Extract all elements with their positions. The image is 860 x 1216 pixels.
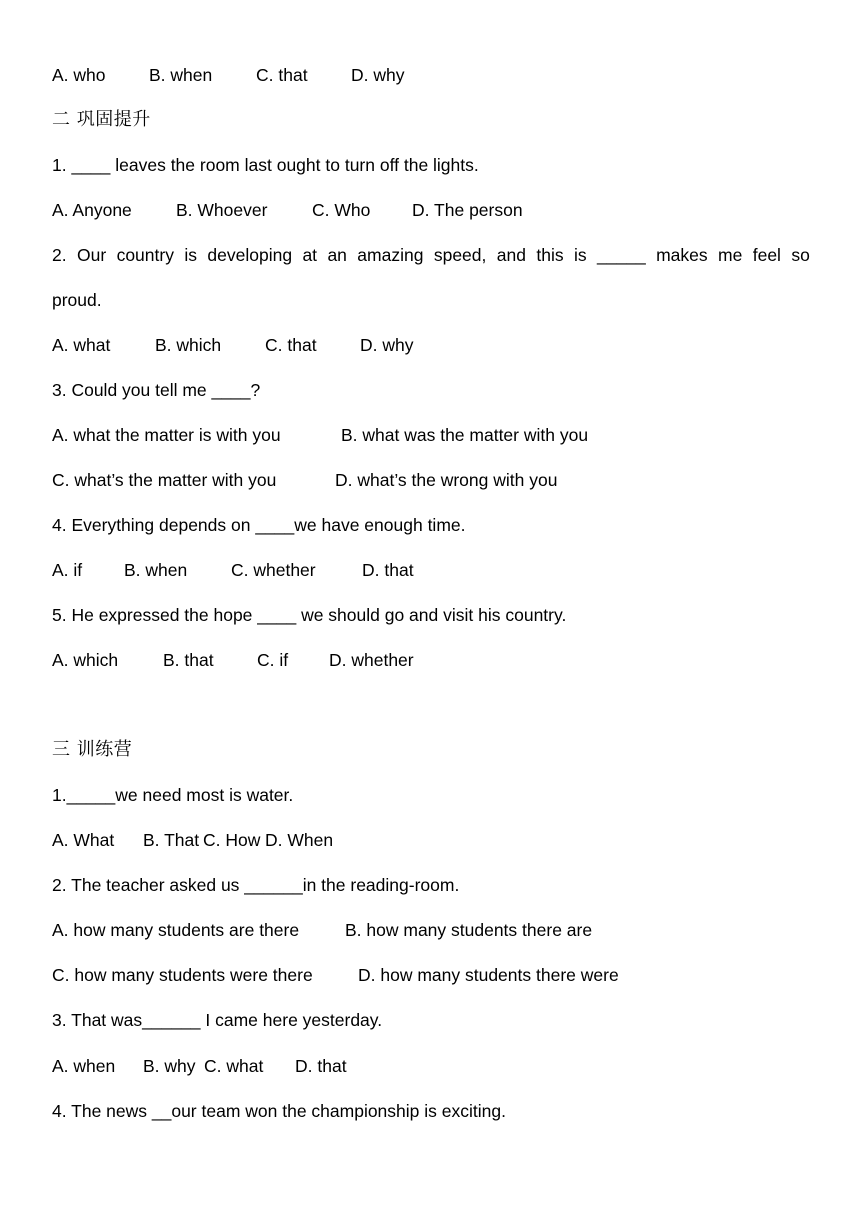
options-row <box>52 424 810 446</box>
option-d: D. how many students there were <box>358 965 619 985</box>
option-d: D. why <box>360 335 414 355</box>
option-d: D. whether <box>329 650 414 670</box>
option-b: B. when <box>124 560 188 580</box>
training-question-1: 1._____we need most is water. <box>52 785 294 805</box>
option-d: D. The person <box>412 200 523 220</box>
option-c: C. whether <box>231 560 316 580</box>
options-row <box>52 334 810 356</box>
option-b: B. That <box>143 830 200 850</box>
option-a: A. what the matter is with you <box>52 425 281 445</box>
option-b: B. Whoever <box>176 200 268 220</box>
training-question-3: 3. That was______ I came here yesterday. <box>52 1010 383 1030</box>
options-row <box>52 64 810 86</box>
option-b: B. what was the matter with you <box>341 425 589 445</box>
question-4: 4. Everything depends on ____we have enough time. <box>52 515 466 535</box>
option-d: D. that <box>295 1056 347 1076</box>
options-row <box>52 1055 810 1077</box>
question-2-line-1: 2. Our country is developing at an amazing speed, and this is _____ makes me feel so <box>52 245 810 265</box>
option-a: A. what <box>52 335 111 355</box>
option-b: B. how many students there are <box>345 920 593 940</box>
question-5: 5. He expressed the hope ____ we should go and visit his country. <box>52 605 567 625</box>
option-c: C. How <box>203 830 261 850</box>
options-row <box>52 649 810 671</box>
options-row <box>52 469 810 491</box>
option-c: C. that <box>256 65 308 85</box>
option-a: A. when <box>52 1056 116 1076</box>
options-row <box>52 559 810 581</box>
question-1: 1. ____ leaves the room last ought to turn off the lights. <box>52 155 479 175</box>
option-b: B. when <box>149 65 213 85</box>
option-c: C. how many students were there <box>52 965 313 985</box>
options-row <box>52 829 810 851</box>
option-b: B. that <box>163 650 214 670</box>
option-c: C. what’s the matter with you <box>52 470 277 490</box>
option-a: A. if <box>52 560 83 580</box>
training-question-2: 2. The teacher asked us ______in the reading-room. <box>52 875 460 895</box>
option-a: A. Anyone <box>52 200 132 220</box>
options-row <box>52 199 810 221</box>
option-d: D. why <box>351 65 405 85</box>
section-heading-2: 二 巩固提升 <box>52 109 151 130</box>
option-a: A. how many students are there <box>52 920 300 940</box>
option-d: D. that <box>362 560 414 580</box>
option-d: D. what’s the wrong with you <box>335 470 558 490</box>
option-c: C. what <box>204 1056 264 1076</box>
question-2-line-2: proud. <box>52 290 102 310</box>
option-b: B. which <box>155 335 222 355</box>
option-a: A. who <box>52 65 106 85</box>
question-3: 3. Could you tell me ____? <box>52 380 261 400</box>
section-heading-3: 三 训练营 <box>52 739 133 760</box>
option-c: C. Who <box>312 200 371 220</box>
option-c: C. that <box>265 335 317 355</box>
options-row <box>52 964 810 986</box>
option-a: A. What <box>52 830 115 850</box>
training-question-4: 4. The news __our team won the championship is exciting. <box>52 1101 506 1121</box>
option-b: B. why <box>143 1056 196 1076</box>
options-row <box>52 919 810 941</box>
option-a: A. which <box>52 650 119 670</box>
option-d: D. When <box>265 830 334 850</box>
option-c: C. if <box>257 650 289 670</box>
